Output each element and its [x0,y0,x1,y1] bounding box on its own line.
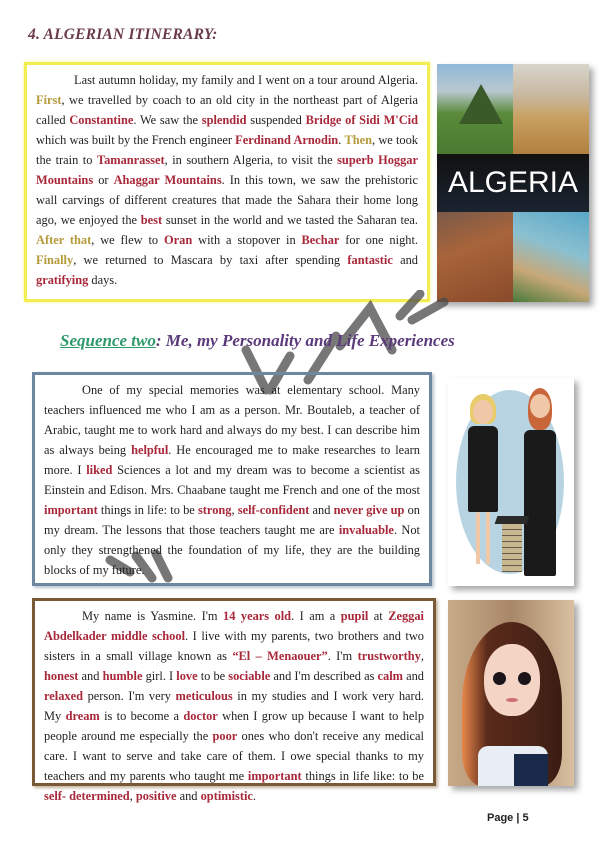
highlighted-term: Tamanrasset [96,153,165,167]
highlighted-term: invaluable [338,523,394,537]
text-run: , we travelled by coach to an old city in the northeast part of Algeria called [36,93,418,127]
sequence-label: Sequence two [60,331,156,350]
sequence-word: Finally [36,253,74,267]
profile-paragraph [44,606,424,806]
girl-eye [493,672,506,685]
text-run: ones who don't receive any medical care. I want to serve and take care of them. I owe special thanks to my teachers and my parents who taught me [44,729,424,783]
text-run: One of my special memories was at elementary school. Many teachers influenced me who I am as a person. Mr. Boutaleb, a teacher of Arabic, taught me to work hard and always do my best. I can describe him as always being [44,383,420,457]
sequence-word: First [36,93,62,107]
text-run: . Not only they strengthened the foundation of my life, they are the building blocks of my future. [44,523,420,577]
text-run: sunset in the world and we tasted the Saharan tea. [162,213,418,227]
girl-portrait-image [448,600,574,786]
text-run: , we returned to Mascara by taxi after spending [73,253,348,267]
highlighted-term: doctor [183,709,218,723]
highlighted-term: optimistic [200,789,253,803]
highlighted-term: Bridge of Sidi M'Cid [305,113,418,127]
text-run: . I live with my parents, two brothers and two sisters in a small village known as [44,629,425,663]
text-run: and [176,789,201,803]
highlighted-term: fantastic [347,253,393,267]
text-run: and [392,253,418,267]
text-run: on my dream. The lessons that those teachers taught me are [44,503,421,537]
text-run: days. [88,273,118,287]
highlighted-term: love [176,669,198,683]
highlighted-term: Oran [164,233,193,247]
highlighted-term: Ferdinand Arnodin [235,133,339,147]
highlighted-term: Bechar [301,233,340,247]
text-run: and [402,669,424,683]
text-run: , [420,649,424,663]
page-number: Page | 5 [487,812,529,824]
text-run: Last autumn holiday, my family and I went on a tour around Algeria. [74,73,418,87]
algeria-collage-image [437,64,589,302]
memories-text-box [32,372,432,586]
highlighted-term: 14 years old [223,609,292,623]
highlighted-term: self-confident [237,503,310,517]
algeria-banner: ALGERIA [437,154,589,211]
text-run: Sciences a lot and my dream was to become a scientist as Einstein and Edison. Mrs. Chaabane taught me French and one of the most [44,463,420,497]
text-run: and [78,669,103,683]
sequence-word: Then [344,133,373,147]
itinerary-paragraph [36,70,418,290]
text-run: . I am a [291,609,341,623]
girl-bag-strap [514,754,548,786]
text-run: , we flew to [91,233,164,247]
text-run: . [252,789,257,803]
text-run: and I'm described as [270,669,378,683]
teachers-illustration [448,378,574,586]
text-run: . He encouraged me to make researches to learn more. I [44,443,420,477]
text-run: My name is Yasmine. I'm [82,609,224,623]
text-run: things in life like: to be [301,769,425,783]
male-teacher-head [530,394,550,418]
desert-rocks-photo [513,64,589,154]
highlighted-term: Ahaggar Mountains [113,173,222,187]
highlighted-term: self- determined [44,789,130,803]
text-run: girl. I [142,669,177,683]
highlighted-term: dream [65,709,100,723]
text-run: . We saw the [133,113,202,127]
text-run: or [93,173,114,187]
highlighted-term: calm [377,669,403,683]
highlighted-term: best [140,213,163,227]
highlighted-term: never give up [333,503,405,517]
text-run: is to become a [99,709,184,723]
highlighted-term: “El – Menaouer” [232,649,328,663]
text-run: , [231,503,238,517]
highlighted-term: superb Hoggar Mountains [36,153,419,187]
book-stack [502,524,522,572]
memories-paragraph [44,380,420,580]
canyon-photo [437,212,513,302]
highlighted-term: relaxed [44,689,83,703]
highlighted-term: liked [86,463,113,477]
highlighted-term: gratifying [36,273,89,287]
text-run: , in southern Algeria, to visit the [164,153,338,167]
highlighted-term: splendid [201,113,247,127]
highlighted-term: positive [135,789,177,803]
coastline-photo [513,212,589,302]
highlighted-term: important [44,503,98,517]
highlighted-term: pupil [340,609,369,623]
girl-mouth [506,698,518,702]
text-run: in my studies and I work very hard. My [44,689,424,723]
female-teacher-head [473,400,493,424]
highlighted-term: humble [102,669,143,683]
girl-face [484,644,540,716]
text-run: when I grow up because I want to help people around me especially the [44,709,425,743]
text-run: to be [197,669,229,683]
highlighted-term: important [247,769,302,783]
highlighted-term: honest [44,669,79,683]
green-mountain-photo [437,64,513,154]
profile-text-box [32,598,436,803]
text-run: for one night. [339,233,418,247]
female-teacher-leg [486,512,490,564]
text-run: , we took the train to [36,133,418,167]
text-run: suspended [246,113,306,127]
itinerary-text-box [24,62,430,302]
text-run: , [129,789,136,803]
text-run: and [309,503,334,517]
girl-eye [518,672,531,685]
highlighted-term: Constantine [69,113,134,127]
sequence-heading [60,331,455,351]
highlighted-term: strong [197,503,232,517]
female-teacher-figure [468,426,498,512]
highlighted-term: meticulous [175,689,233,703]
text-run: . In this town, we saw the prehistoric wall carvings of different creatures that made the Sahara their home long ago, we enjoyed the [36,173,418,227]
female-teacher-leg [476,512,480,564]
text-run: . I'm [327,649,358,663]
sequence-title: Me, my Personality and Life Experiences [165,331,455,350]
text-run: which was built by the French engineer [36,133,236,147]
text-run: with a stopover in [192,233,302,247]
text-run: . [338,133,345,147]
highlighted-term: Zeggai Abdelkader middle school [44,609,424,643]
text-run: things in life: to be [97,503,198,517]
male-teacher-figure [524,430,556,576]
graduation-cap [495,516,530,524]
text-run: person. I'm very [83,689,176,703]
highlighted-term: poor [212,729,238,743]
text-run: at [368,609,389,623]
highlighted-term: sociable [228,669,271,683]
section-title: 4. ALGERIAN ITINERARY: [28,26,218,43]
sequence-word: After that [36,233,92,247]
highlighted-term: helpful [131,443,169,457]
highlighted-term: trustworthy [357,649,421,663]
sequence-separator: : [155,331,166,350]
